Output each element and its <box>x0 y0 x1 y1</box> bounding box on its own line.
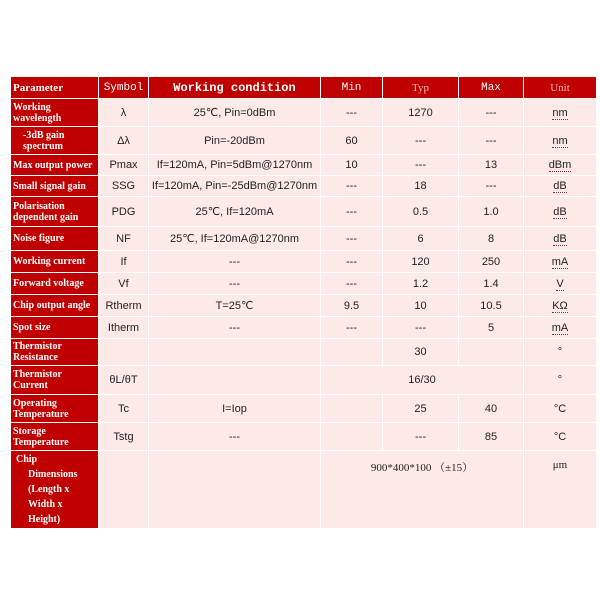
symbol-cell: SSG <box>99 176 149 197</box>
param-cell: Working current <box>11 251 99 273</box>
param-line: Width x <box>28 499 63 510</box>
param-cell <box>11 451 99 529</box>
max-cell <box>459 339 524 366</box>
header-row <box>11 77 597 99</box>
symbol-cell: Δλ <box>99 127 149 155</box>
unit-cell: μm <box>524 451 597 529</box>
condition-cell: --- <box>149 273 321 295</box>
typ-cell: 30 <box>383 339 459 366</box>
typ-cell: --- <box>383 317 459 339</box>
unit-cell: mA <box>524 317 597 339</box>
typ-cell: 6 <box>383 227 459 251</box>
max-cell: 1.0 <box>459 197 524 227</box>
header-condition: Working condition <box>149 77 321 99</box>
condition-cell <box>149 339 321 366</box>
symbol-cell: Itherm <box>99 317 149 339</box>
typ-cell: 1270 <box>383 99 459 127</box>
header-min: Min <box>321 77 383 99</box>
min-cell: 60 <box>321 127 383 155</box>
param-cell: Max output power <box>11 155 99 176</box>
param-cell: Operating Temperature <box>11 395 99 423</box>
param-line: Chip <box>16 454 38 465</box>
table-row <box>11 227 597 251</box>
unit-cell: dB <box>524 227 597 251</box>
typ-cell: 0.5 <box>383 197 459 227</box>
max-cell: --- <box>459 99 524 127</box>
header-typ: Typ <box>383 77 459 99</box>
param-line: Dimensions <box>28 469 78 480</box>
dimensions-value-cell: 900*400*100 （±15） <box>321 451 524 529</box>
table-row <box>11 155 597 176</box>
header-symbol: Symbol <box>99 77 149 99</box>
max-cell: 250 <box>459 251 524 273</box>
symbol-cell: Tc <box>99 395 149 423</box>
condition-cell: 25℃, If=120mA@1270nm <box>149 227 321 251</box>
param-cell: Small signal gain <box>11 176 99 197</box>
typ-cell: 120 <box>383 251 459 273</box>
min-cell <box>321 339 383 366</box>
min-cell <box>321 395 383 423</box>
unit-cell: V <box>524 273 597 295</box>
header-parameter: Parameter <box>11 77 99 99</box>
max-cell: --- <box>459 176 524 197</box>
typ-cell: 18 <box>383 176 459 197</box>
max-cell: 8 <box>459 227 524 251</box>
unit-cell: mA <box>524 251 597 273</box>
unit-cell: ° <box>524 339 597 366</box>
condition-cell <box>149 366 321 395</box>
symbol-cell: λ <box>99 99 149 127</box>
min-cell: --- <box>321 176 383 197</box>
table-row <box>11 366 597 395</box>
table-row <box>11 99 597 127</box>
unit-cell: nm <box>524 127 597 155</box>
param-cell: Polarisation dependent gain <box>11 197 99 227</box>
symbol-cell <box>99 451 149 529</box>
unit-cell: dBm <box>524 155 597 176</box>
unit-cell: nm <box>524 99 597 127</box>
table-row <box>11 339 597 366</box>
param-cell: -3dB gain spectrum <box>11 127 99 155</box>
max-cell: 1.4 <box>459 273 524 295</box>
spec-table <box>10 76 597 529</box>
condition-cell: --- <box>149 251 321 273</box>
min-cell: --- <box>321 273 383 295</box>
condition-cell: 25℃, If=120mA <box>149 197 321 227</box>
condition-cell: 25℃, Pin=0dBm <box>149 99 321 127</box>
typ-cell: 25 <box>383 395 459 423</box>
param-cell: Noise figure <box>11 227 99 251</box>
condition-cell: I=Iop <box>149 395 321 423</box>
min-cell: 9.5 <box>321 295 383 317</box>
condition-cell: If=120mA, Pin=5dBm@1270nm <box>149 155 321 176</box>
symbol-cell: Pmax <box>99 155 149 176</box>
param-line: Height) <box>28 514 61 525</box>
unit-cell: °C <box>524 423 597 451</box>
symbol-cell: NF <box>99 227 149 251</box>
condition-cell <box>149 451 321 529</box>
unit-cell: dB <box>524 197 597 227</box>
unit-cell: °C <box>524 395 597 423</box>
symbol-cell: If <box>99 251 149 273</box>
merged-value-cell: 16/30 <box>321 366 524 395</box>
header-max: Max <box>459 77 524 99</box>
param-cell: Chip output angle <box>11 295 99 317</box>
symbol-cell <box>99 339 149 366</box>
max-cell: 10.5 <box>459 295 524 317</box>
max-cell: 40 <box>459 395 524 423</box>
table-row <box>11 251 597 273</box>
typ-cell: 10 <box>383 295 459 317</box>
min-cell: --- <box>321 251 383 273</box>
min-cell: --- <box>321 317 383 339</box>
param-cell: Thermistor Current <box>11 366 99 395</box>
table-row <box>11 395 597 423</box>
symbol-cell: PDG <box>99 197 149 227</box>
param-cell: Forward voltage <box>11 273 99 295</box>
unit-cell: KΩ <box>524 295 597 317</box>
condition-cell: Pin=-20dBm <box>149 127 321 155</box>
max-cell: --- <box>459 127 524 155</box>
param-cell: Thermistor Resistance <box>11 339 99 366</box>
table-row <box>11 423 597 451</box>
param-line: (Length x <box>28 484 70 495</box>
typ-cell: --- <box>383 155 459 176</box>
min-cell: 10 <box>321 155 383 176</box>
max-cell: 5 <box>459 317 524 339</box>
table-row <box>11 273 597 295</box>
param-cell: Storage Temperature <box>11 423 99 451</box>
table-row-chip-dimensions <box>11 451 597 529</box>
param-cell: Working wavelength <box>11 99 99 127</box>
min-cell: --- <box>321 99 383 127</box>
table-row <box>11 127 597 155</box>
condition-cell: --- <box>149 317 321 339</box>
symbol-cell: θL/θT <box>99 366 149 395</box>
condition-cell: If=120mA, Pin=-25dBm@1270nm <box>149 176 321 197</box>
max-cell: 85 <box>459 423 524 451</box>
symbol-cell: Vf <box>99 273 149 295</box>
condition-cell: T=25℃ <box>149 295 321 317</box>
table-row <box>11 317 597 339</box>
symbol-cell: Tstg <box>99 423 149 451</box>
unit-cell: dB <box>524 176 597 197</box>
typ-cell: --- <box>383 127 459 155</box>
condition-cell: --- <box>149 423 321 451</box>
unit-cell: ° <box>524 366 597 395</box>
typ-cell: 1.2 <box>383 273 459 295</box>
min-cell <box>321 423 383 451</box>
header-unit: Unit <box>524 77 597 99</box>
symbol-cell: Rtherm <box>99 295 149 317</box>
table-row <box>11 176 597 197</box>
min-cell: --- <box>321 227 383 251</box>
table-row <box>11 197 597 227</box>
param-cell: Spot size <box>11 317 99 339</box>
table-row <box>11 295 597 317</box>
typ-cell: --- <box>383 423 459 451</box>
min-cell: --- <box>321 197 383 227</box>
max-cell: 13 <box>459 155 524 176</box>
